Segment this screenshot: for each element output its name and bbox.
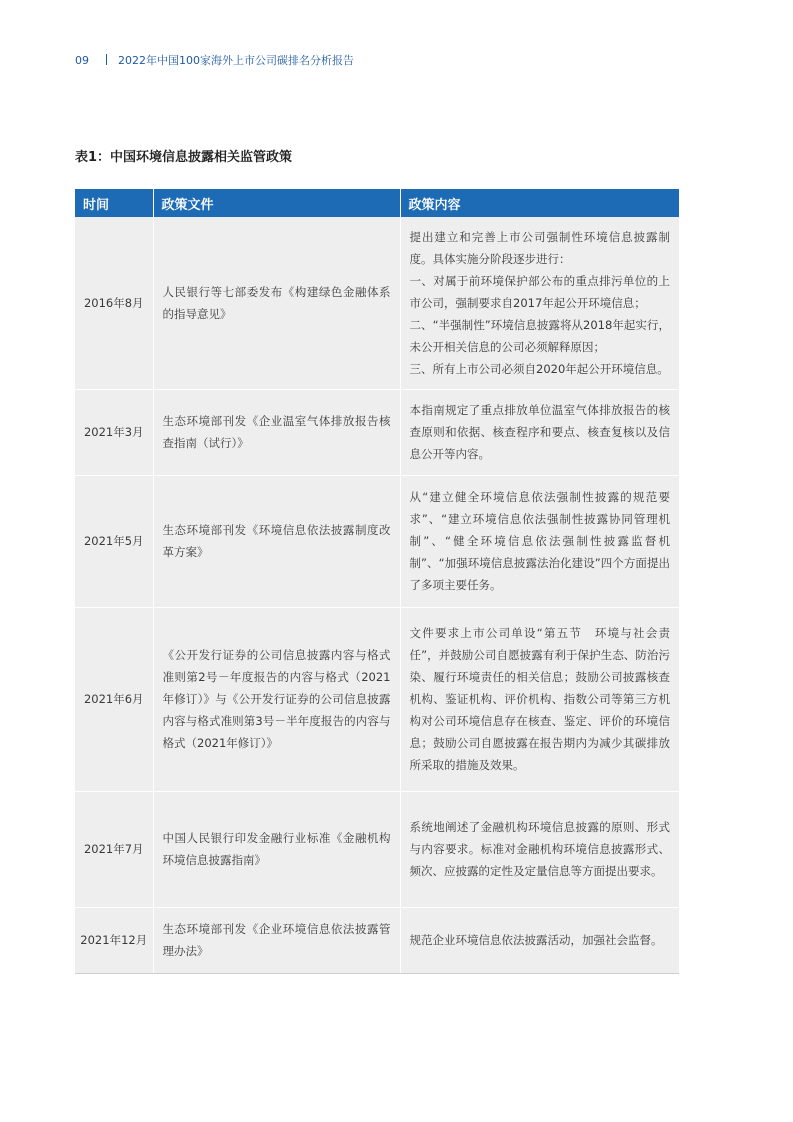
- cell-content: 文件要求上市公司单设“第五节 环境与社会责任”，并鼓励公司自愿披露有利于保护生态、防治污染、履行环境责任的相关信息；鼓励公司披露核查机构、鉴证机构、评价机构、指数公司等第三方机构对公司环境信息存在核查、鉴定、评价的环境信息；鼓励公司自愿披露在报告期内为减少其碳排放所采取的措施及效果。: [400, 607, 679, 791]
- page-number: 09: [75, 54, 89, 67]
- cell-document: 人民银行等七部委发布《构建绿色金融体系的指导意见》: [153, 217, 400, 389]
- cell-document: 生态环境部刊发《企业环境信息依法披露管理办法》: [153, 907, 400, 973]
- table-row: [75, 791, 679, 907]
- report-title: 2022年中国100家海外上市公司碳排名分析报告: [118, 54, 354, 67]
- cell-content: 规范企业环境信息依法披露活动，加强社会监督。: [400, 907, 679, 973]
- table-row: [75, 907, 679, 973]
- cell-content: 从“建立健全环境信息依法强制性披露的规范要求”、“建立环境信息依法强制性披露协同管理机制”、“健全环境信息依法强制性披露监督机制”、“加强环境信息披露法治化建设”四个方面提出了多项主要任务。: [400, 475, 679, 607]
- cell-time: 2021年7月: [75, 791, 153, 907]
- cell-content: 提出建立和完善上市公司强制性环境信息披露制度。具体实施分阶段逐步进行： 一、对属于前环境保护部公布的重点排污单位的上市公司，强制要求自2017年起公开环境信息； 二、“半强制性”环境信息披露将从2018年起实行，未公开相关信息的公司必须解释原因； 三、所有上市公司必须自2020年起公开环境信息。: [400, 217, 679, 389]
- table-row: [75, 607, 679, 791]
- cell-document: 中国人民银行印发金融行业标准《金融机构环境信息披露指南》: [153, 791, 400, 907]
- cell-time: 2021年3月: [75, 389, 153, 475]
- cell-time: 2021年6月: [75, 607, 153, 791]
- cell-document: 生态环境部刊发《环境信息依法披露制度改革方案》: [153, 475, 400, 607]
- cell-document: 生态环境部刊发《企业温室气体排放报告核查指南（试行）》: [153, 389, 400, 475]
- column-header-content: 政策内容: [400, 189, 679, 217]
- table-title: 表1：中国环境信息披露相关监管政策: [75, 150, 293, 165]
- cell-content: 系统地阐述了金融机构环境信息披露的原则、形式与内容要求。标准对金融机构环境信息披露形式、频次、应披露的定性及定量信息等方面提出要求。: [400, 791, 679, 907]
- column-header-time: 时间: [75, 189, 153, 217]
- table-row: [75, 475, 679, 607]
- cell-content: 本指南规定了重点排放单位温室气体排放报告的核查原则和依据、核查程序和要点、核查复核以及信息公开等内容。: [400, 389, 679, 475]
- cell-document: 《公开发行证券的公司信息披露内容与格式准则第2号－年度报告的内容与格式（2021年修订）》与《公开发行证券的公司信息披露内容与格式准则第3号－半年度报告的内容与格式（2021年修订）》: [153, 607, 400, 791]
- table-row: [75, 217, 679, 389]
- cell-time: 2021年12月: [75, 907, 153, 973]
- table-header-row: [75, 189, 679, 217]
- cell-time: 2016年8月: [75, 217, 153, 389]
- cell-time: 2021年5月: [75, 475, 153, 607]
- table-row: [75, 389, 679, 475]
- policy-table: [75, 189, 679, 974]
- column-header-document: 政策文件: [153, 189, 400, 217]
- header-divider: [106, 54, 107, 65]
- page-header: [75, 52, 354, 68]
